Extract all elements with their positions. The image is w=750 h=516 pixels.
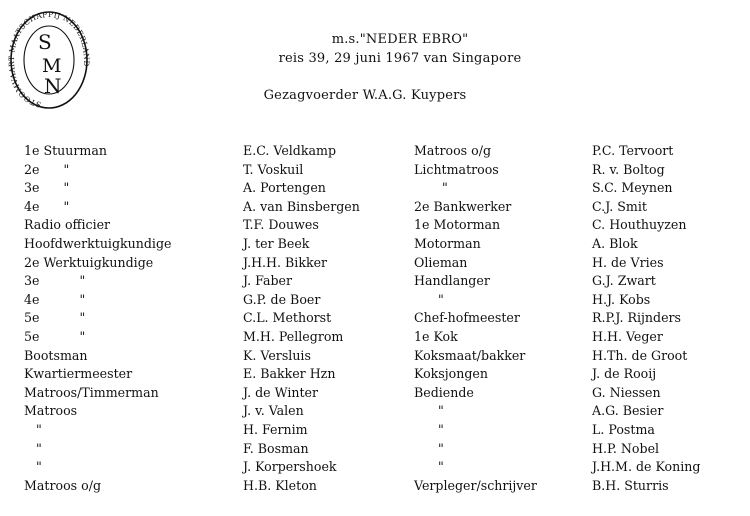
crew-name: J. Korpershoek bbox=[243, 459, 337, 475]
crew-rank: Koksmaat/bakker bbox=[414, 347, 526, 363]
crew-rank: Olieman bbox=[414, 254, 468, 270]
crew-rank: Kwartiermeester bbox=[24, 366, 133, 382]
crew-name: H.B. Kleton bbox=[243, 477, 317, 493]
voyage-subtitle: reis 39, 29 juni 1967 van Singapore bbox=[278, 51, 522, 66]
crew-rank: 2e " bbox=[24, 161, 70, 177]
crew-name: E. Bakker Hzn bbox=[243, 366, 336, 382]
crew-rank: Matroos/Timmerman bbox=[24, 384, 159, 400]
crew-name: H. de Vries bbox=[592, 254, 664, 270]
crew-name: C. Houthuyzen bbox=[592, 217, 687, 233]
crew-rank: " bbox=[414, 291, 444, 307]
logo-letter-n: N bbox=[44, 74, 62, 98]
ranks-column-right bbox=[414, 142, 537, 495]
crew-rank: Koksjongen bbox=[414, 366, 488, 382]
crew-name: H.Th. de Groot bbox=[592, 347, 688, 363]
crew-name: R.P.J. Rijnders bbox=[592, 310, 682, 326]
crew-name: E.C. Veldkamp bbox=[243, 143, 337, 158]
crew-rank: 2e Bankwerker bbox=[414, 198, 512, 214]
crew-rank: " bbox=[414, 440, 444, 456]
crew-rank: Verpleger/schrijver bbox=[414, 477, 537, 493]
crew-name: J.H.M. de Koning bbox=[592, 459, 701, 475]
logo-letter-m: M bbox=[42, 55, 62, 77]
crew-rank: 3e " bbox=[24, 273, 86, 289]
crew-rank: 4e " bbox=[24, 291, 86, 307]
names-column-left bbox=[243, 142, 360, 495]
crew-name: R. v. Boltog bbox=[592, 161, 665, 177]
logo-ring-text: STOOMVAA MAATSCHAPPIJ NEDERLA bbox=[8, 9, 90, 110]
crew-rank: 5e " bbox=[24, 310, 86, 326]
crew-name: F. Bosman bbox=[243, 440, 309, 456]
crew-name: H.P. Nobel bbox=[592, 440, 660, 456]
crew-rank: 5e " bbox=[24, 328, 86, 344]
crew-rank: " bbox=[414, 459, 444, 475]
crew-name: J. de Winter bbox=[243, 384, 318, 400]
crew-name: J. ter Beek bbox=[243, 235, 310, 251]
crew-name: T.F. Douwes bbox=[243, 217, 319, 233]
crew-rank: " bbox=[24, 440, 42, 456]
crew-rank: 2e Werktuigkundige bbox=[24, 254, 154, 270]
crew-name: B.H. Sturris bbox=[592, 477, 669, 493]
crew-rank: Bediende bbox=[414, 384, 474, 400]
crew-rank: 4e " bbox=[24, 198, 70, 214]
ship-title: m.s."NEDER EBRO" bbox=[331, 32, 469, 47]
crew-name: J.H.H. Bikker bbox=[243, 254, 328, 270]
crew-rank: Matroos o/g bbox=[24, 477, 102, 493]
crew-rank: Lichtmatroos bbox=[414, 161, 499, 177]
crew-rank: " bbox=[24, 459, 42, 475]
crew-name: G.J. Zwart bbox=[592, 273, 656, 289]
crew-rank: Hoofdwerktuigkundige bbox=[24, 235, 172, 251]
crew-rank: 1e Motorman bbox=[414, 217, 501, 233]
crew-name: M.H. Pellegrom bbox=[243, 328, 344, 344]
crew-rank: Chef-hofmeester bbox=[414, 310, 520, 326]
crew-name: S.C. Meynen bbox=[592, 180, 673, 196]
crew-rank: " bbox=[414, 403, 444, 419]
crew-rank: Handlanger bbox=[414, 273, 490, 289]
crew-name: A. van Binsbergen bbox=[243, 198, 360, 214]
crew-rank: " bbox=[24, 421, 42, 437]
captain-line: Gezagvoerder W.A.G. Kuypers bbox=[263, 88, 467, 103]
crew-name: J. de Rooij bbox=[592, 366, 657, 382]
crew-name: K. Versluis bbox=[243, 347, 311, 363]
crew-name: H. Fernim bbox=[243, 421, 308, 437]
crew-name: T. Voskuil bbox=[243, 161, 304, 177]
crew-name: H.H. Veger bbox=[592, 328, 663, 344]
crew-name: C.L. Methorst bbox=[243, 310, 332, 326]
crew-rank: 1e Kok bbox=[414, 328, 458, 344]
crew-rank: Matroos o/g bbox=[414, 143, 492, 158]
crew-name: G. Niessen bbox=[592, 384, 661, 400]
crew-rank: 3e " bbox=[24, 180, 70, 196]
logo-letter-s: S bbox=[38, 30, 52, 54]
crew-name: A.G. Besier bbox=[592, 403, 664, 419]
crew-rank: " bbox=[414, 180, 448, 196]
crew-name: J. Faber bbox=[243, 273, 293, 289]
crew-rank: Bootsman bbox=[24, 347, 88, 363]
names-column-right bbox=[592, 142, 700, 495]
crew-rank: Matroos bbox=[24, 403, 78, 419]
crew-rank: Radio officier bbox=[24, 217, 111, 233]
crew-rank: 1e Stuurman bbox=[24, 143, 107, 158]
crew-name: A. Blok bbox=[592, 235, 638, 251]
crew-rank: " bbox=[414, 421, 444, 437]
crew-name: A. Portengen bbox=[243, 180, 326, 196]
crew-name: L. Postma bbox=[592, 421, 655, 437]
crew-name: H.J. Kobs bbox=[592, 291, 651, 307]
crew-name: G.P. de Boer bbox=[243, 291, 321, 307]
crew-name: P.C. Tervoort bbox=[592, 143, 674, 158]
ranks-column-left bbox=[24, 142, 171, 495]
crew-name: J. v. Valen bbox=[243, 403, 304, 419]
crew-rank: Motorman bbox=[414, 235, 481, 251]
crew-name: C.J. Smit bbox=[592, 198, 647, 214]
